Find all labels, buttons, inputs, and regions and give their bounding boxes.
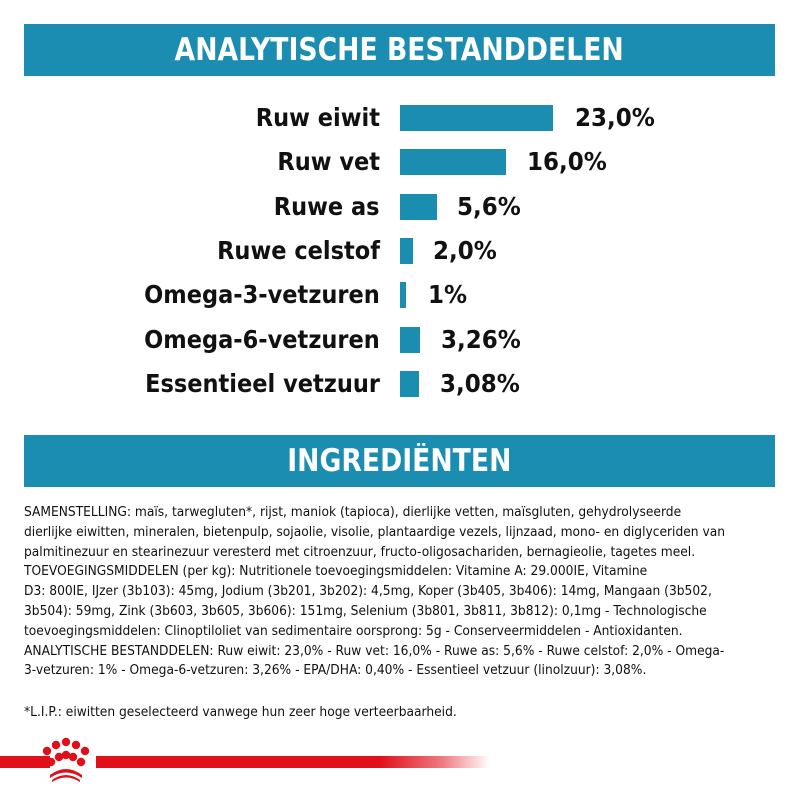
red-stripe-right bbox=[96, 756, 490, 768]
row-label: Ruw eiwit bbox=[255, 103, 380, 132]
row-value: 3,26% bbox=[441, 325, 521, 354]
chart-row-ruw-vet bbox=[0, 140, 800, 184]
row-value: 16,0% bbox=[527, 147, 607, 176]
ingredients-line: palmitinezuur en stearinezuur veresterd met citroenzuur, fructo-oligosachariden, bernagieolie, tagetes meel. bbox=[24, 544, 696, 560]
bar bbox=[400, 282, 406, 308]
chart-row-omega-6 bbox=[0, 318, 800, 362]
row-value: 23,0% bbox=[575, 103, 655, 132]
chart-row-omega-3 bbox=[0, 273, 800, 317]
row-label: Ruw vet bbox=[277, 147, 380, 176]
chart-row-ruw-eiwit bbox=[0, 96, 800, 140]
chart-row-essentieel-vetzuur bbox=[0, 362, 800, 406]
analytical-constituents-chart bbox=[0, 96, 800, 406]
ingredients-text bbox=[24, 503, 777, 681]
ingredients-line: toevoegingsmiddelen: Clinoptiloliet van sedimentaire oorsprong: 5g - Conserveermiddelen - Antioxidanten. bbox=[24, 623, 683, 639]
bar bbox=[400, 105, 553, 131]
analytical-constituents-banner bbox=[24, 24, 775, 76]
row-label: Ruwe as bbox=[274, 192, 380, 221]
brand-footer bbox=[0, 735, 800, 795]
row-value: 1% bbox=[428, 280, 468, 309]
ingredients-line: D3: 800IE, IJzer (3b103): 45mg, Jodium (3b201, 3b202): 4,5mg, Koper (3b405, 3b406): 14mg, Mangaan (3b502, bbox=[24, 584, 712, 600]
ingredients-line: 3b504): 59mg, Zink (3b603, 3b605, 3b606): 151mg, Selenium (3b801, 3b811, 3b812): 0,1mg - Technologische bbox=[24, 603, 707, 619]
bar bbox=[400, 149, 506, 175]
row-label: Essentieel vetzuur bbox=[145, 369, 380, 398]
row-label: Omega-6-vetzuren bbox=[144, 325, 380, 354]
ingredients-line: 3-vetzuren: 1% - Omega-6-vetzuren: 3,26% - EPA/DHA: 0,40% - Essentieel vetzuur (linolzuur): 3,08%. bbox=[24, 663, 647, 679]
row-value: 2,0% bbox=[433, 236, 497, 265]
row-label: Omega-3-vetzuren bbox=[144, 280, 380, 309]
chart-row-ruwe-as bbox=[0, 185, 800, 229]
bar bbox=[400, 327, 420, 353]
ingredients-line: SAMENSTELLING: maïs, tarwegluten*, rijst, maniok (tapioca), dierlijke vetten, maïsgluten, gehydrolyseerde bbox=[24, 505, 682, 520]
ingredients-title: INGREDIËNTEN bbox=[287, 443, 512, 479]
chart-row-ruwe-celstof bbox=[0, 229, 800, 273]
row-value: 5,6% bbox=[457, 192, 521, 221]
row-value: 3,08% bbox=[440, 369, 520, 398]
ingredients-banner bbox=[24, 435, 775, 487]
ingredients-line: TOEVOEGINGSMIDDELEN (per kg): Nutritionele toevoegingsmiddelen: Vitamine A: 29.000IE, Vitamine bbox=[24, 564, 648, 580]
crown-icon bbox=[36, 735, 96, 785]
ingredients-line: dierlijke eiwitten, mineralen, bietenpulp, sojaolie, visolie, plantaardige vezels, lijnzaad, mono- en diglyceriden van bbox=[24, 524, 726, 540]
row-label: Ruwe celstof bbox=[217, 236, 380, 265]
bar bbox=[400, 238, 413, 264]
bar bbox=[400, 194, 437, 220]
footnote: *L.I.P.: eiwitten geselecteerd vanwege hun zeer hoge verteerbaarheid. bbox=[24, 705, 457, 720]
ingredients-line: ANALYTISCHE BESTANDDELEN: Ruw eiwit: 23,0% - Ruw vet: 16,0% - Ruwe as: 5,6% - Ruwe celstof: 2,0% - Omega- bbox=[24, 643, 725, 659]
analytical-constituents-title: ANALYTISCHE BESTANDDELEN bbox=[174, 32, 625, 68]
bar bbox=[400, 371, 419, 397]
